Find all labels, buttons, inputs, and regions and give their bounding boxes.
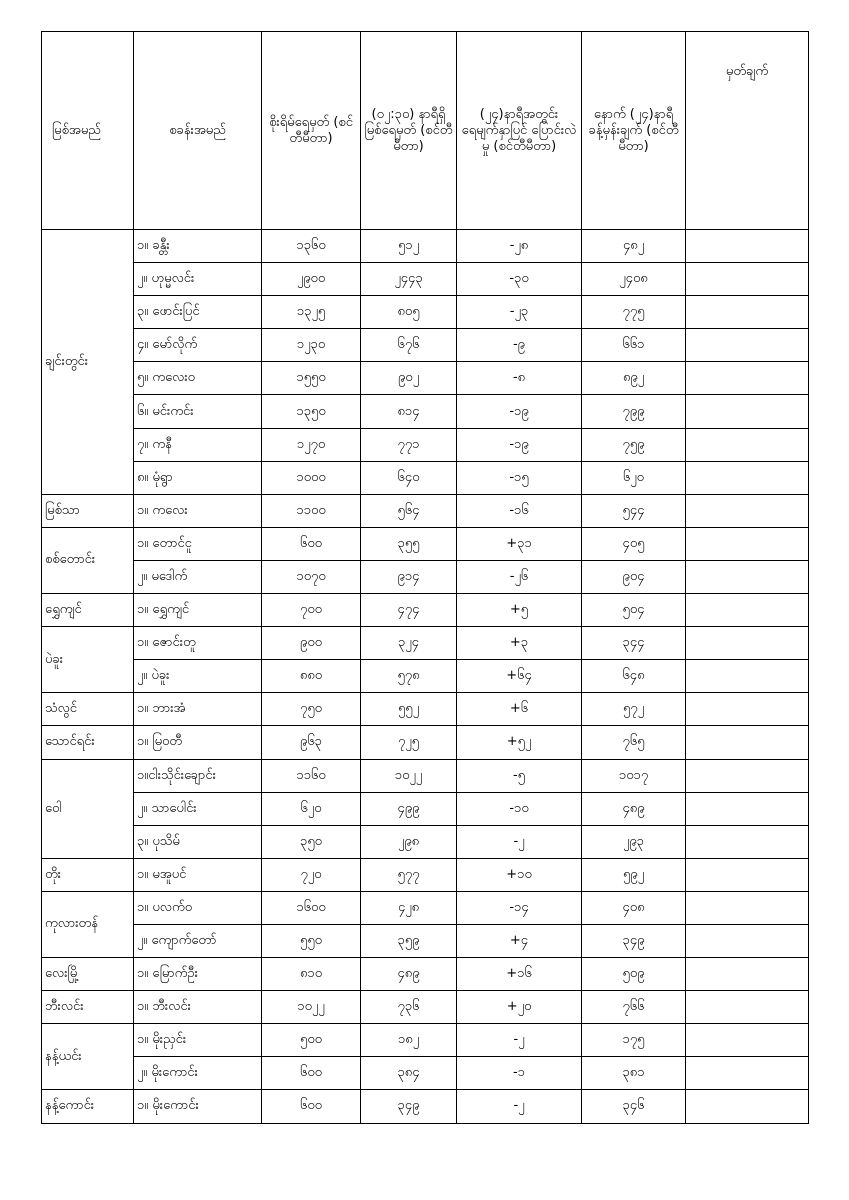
- table-row: [42, 230, 809, 263]
- station-name-cell: ၁။ တောင်ငူ: [134, 527, 262, 560]
- danger-level-cell: ၁၀၂၂: [262, 991, 361, 1024]
- forecast-cell: ၆၆၁: [582, 329, 686, 362]
- change-cell: +၃၁: [457, 527, 582, 560]
- change-cell: -၁၄: [457, 891, 582, 924]
- danger-level-cell: ၁၃၅၀: [262, 395, 361, 428]
- forecast-cell: ၅၄၄: [582, 494, 686, 527]
- water-level-cell: ၆၄၀: [361, 461, 457, 494]
- table-row: [42, 461, 809, 494]
- change-cell: -၂: [457, 825, 582, 858]
- forecast-cell: ၃၄၉: [582, 924, 686, 957]
- remarks-cell: [686, 924, 809, 957]
- table-row: [42, 527, 809, 560]
- danger-level-cell: ၉၀၀: [262, 627, 361, 660]
- forecast-cell: ၄၀၅: [582, 527, 686, 560]
- danger-level-cell: ၉၆၃: [262, 726, 361, 759]
- danger-level-cell: ၈၁၀: [262, 958, 361, 991]
- change-cell: +၆၄: [457, 660, 582, 693]
- station-name-cell: ၃။ ဖောင်းပြင်: [134, 296, 262, 329]
- danger-level-cell: ၆၂၀: [262, 792, 361, 825]
- remarks-cell: [686, 825, 809, 858]
- forecast-cell: ၆၂၀: [582, 461, 686, 494]
- water-level-cell: ၄၇၄: [361, 594, 457, 627]
- change-cell: -၂၆: [457, 560, 582, 593]
- header-danger-level: စိုးရိမ်ရေမှတ် (စင်တီမီတာ): [262, 32, 361, 230]
- station-name-cell: ၂။ မဒေါက်: [134, 560, 262, 593]
- danger-level-cell: ၁၆၀၀: [262, 891, 361, 924]
- danger-level-cell: ၁၃၆၀: [262, 230, 361, 263]
- water-level-cell: ၅၇၈: [361, 660, 457, 693]
- danger-level-cell: ၆၀၀: [262, 527, 361, 560]
- table-header-row: [42, 32, 809, 230]
- table-row: [42, 296, 809, 329]
- change-cell: +၅၂: [457, 726, 582, 759]
- change-cell: -၁၅: [457, 461, 582, 494]
- change-cell: -၁၀: [457, 792, 582, 825]
- remarks-cell: [686, 1024, 809, 1057]
- water-level-cell: ၅၇၇: [361, 858, 457, 891]
- change-cell: -၁၉: [457, 428, 582, 461]
- header-24h-forecast: နောက် (၂၄)နာရီ ခန့်မှန်းချက် (စင်တီမီတာ): [582, 32, 686, 230]
- water-level-cell: ၇၂၅: [361, 726, 457, 759]
- water-level-cell: ၄၉၉: [361, 792, 457, 825]
- change-cell: -၁၆: [457, 494, 582, 527]
- river-name-cell: သံလွင်: [42, 693, 134, 726]
- river-name-cell: ပဲခူး: [42, 627, 134, 693]
- river-level-table: [41, 31, 809, 1124]
- remarks-cell: [686, 693, 809, 726]
- table-row: [42, 627, 809, 660]
- danger-level-cell: ၅၀၀: [262, 1024, 361, 1057]
- remarks-cell: [686, 858, 809, 891]
- table-row: [42, 991, 809, 1024]
- water-level-cell: ၁၈၂: [361, 1024, 457, 1057]
- danger-level-cell: ၁၂၇၀: [262, 428, 361, 461]
- table-row: [42, 362, 809, 395]
- danger-level-cell: ၅၅၀: [262, 924, 361, 957]
- remarks-cell: [686, 792, 809, 825]
- remarks-cell: [686, 362, 809, 395]
- header-24h-change: (၂၄)နာရီအတွင်း ရေမျက်နှာပြင် ပြောင်းလဲမှု (စင်တီမီတာ): [457, 32, 582, 230]
- forecast-cell: ၂၉၃: [582, 825, 686, 858]
- river-name-cell: ဝေါ: [42, 759, 134, 858]
- danger-level-cell: ၁၀၇၀: [262, 560, 361, 593]
- table-row: [42, 594, 809, 627]
- danger-level-cell: ၂၉၀၀: [262, 263, 361, 296]
- remarks-cell: [686, 230, 809, 263]
- change-cell: +၄: [457, 924, 582, 957]
- remarks-cell: [686, 991, 809, 1024]
- river-name-cell: သောင်ရင်း: [42, 726, 134, 759]
- station-name-cell: ၆။ မင်းကင်း: [134, 395, 262, 428]
- change-cell: +၁၀: [457, 858, 582, 891]
- change-cell: +၁၆: [457, 958, 582, 991]
- change-cell: -၂: [457, 1024, 582, 1057]
- danger-level-cell: ၁၁၆၀: [262, 759, 361, 792]
- station-name-cell: ၁။ငါးသိုင်းချောင်း: [134, 759, 262, 792]
- station-name-cell: ၂။ မိုးကောင်း: [134, 1057, 262, 1090]
- remarks-cell: [686, 660, 809, 693]
- danger-level-cell: ၁၀၀၀: [262, 461, 361, 494]
- remarks-cell: [686, 759, 809, 792]
- table-row: [42, 428, 809, 461]
- station-name-cell: ၃။ ပုသိမ်: [134, 825, 262, 858]
- forecast-cell: ၄၈၂: [582, 230, 686, 263]
- change-cell: -၉: [457, 329, 582, 362]
- table-row: [42, 1090, 809, 1123]
- station-name-cell: ၂။ ပဲခူး: [134, 660, 262, 693]
- station-name-cell: ၁။ မိုးညှင်း: [134, 1024, 262, 1057]
- station-name-cell: ၁။ ခန္တီး: [134, 230, 262, 263]
- station-name-cell: ၁။ ဇောင်းတူ: [134, 627, 262, 660]
- river-name-cell: ကုလားတန်: [42, 891, 134, 957]
- water-level-cell: ၇၃၆: [361, 991, 457, 1024]
- header-remarks: မှတ်ချက်: [686, 32, 809, 230]
- remarks-cell: [686, 560, 809, 593]
- water-level-cell: ၆၇၆: [361, 329, 457, 362]
- station-name-cell: ၅။ ကလေးဝ: [134, 362, 262, 395]
- table-row: [42, 924, 809, 957]
- remarks-cell: [686, 1057, 809, 1090]
- water-level-cell: ၇၇၁: [361, 428, 457, 461]
- water-level-cell: ၈၀၅: [361, 296, 457, 329]
- station-name-cell: ၇။ ကနီ: [134, 428, 262, 461]
- table-row: [42, 858, 809, 891]
- table-row: [42, 759, 809, 792]
- station-name-cell: ၈။ မုံရွာ: [134, 461, 262, 494]
- table-row: [42, 792, 809, 825]
- remarks-cell: [686, 494, 809, 527]
- station-name-cell: ၁။ ပလက်ဝ: [134, 891, 262, 924]
- table-row: [42, 395, 809, 428]
- danger-level-cell: ၁၁၀၀: [262, 494, 361, 527]
- remarks-cell: [686, 428, 809, 461]
- danger-level-cell: ၁၃၂၅: [262, 296, 361, 329]
- danger-level-cell: ၁၂၃၀: [262, 329, 361, 362]
- danger-level-cell: ၃၅၀: [262, 825, 361, 858]
- remarks-cell: [686, 958, 809, 991]
- forecast-cell: ၃၄၄: [582, 627, 686, 660]
- river-name-cell: စစ်တောင်း: [42, 527, 134, 593]
- forecast-cell: ၈၉၂: [582, 362, 686, 395]
- water-level-cell: ၄၈၉: [361, 958, 457, 991]
- river-name-cell: မြစ်သာ: [42, 494, 134, 527]
- station-name-cell: ၂။ ဟုမ္မလင်း: [134, 263, 262, 296]
- table-row: [42, 263, 809, 296]
- danger-level-cell: ၈၈၀: [262, 660, 361, 693]
- remarks-cell: [686, 726, 809, 759]
- remarks-cell: [686, 627, 809, 660]
- forecast-cell: ၇၉၉: [582, 395, 686, 428]
- remarks-cell: [686, 329, 809, 362]
- danger-level-cell: ၇၅၀: [262, 693, 361, 726]
- forecast-cell: ၇၅၉: [582, 428, 686, 461]
- river-name-cell: ဘီးလင်း: [42, 991, 134, 1024]
- danger-level-cell: ၁၅၅၀: [262, 362, 361, 395]
- river-name-cell: နန့်ယင်း: [42, 1024, 134, 1090]
- water-level-cell: ၃၂၄: [361, 627, 457, 660]
- table-row: [42, 660, 809, 693]
- change-cell: -၈: [457, 362, 582, 395]
- change-cell: -၂၃: [457, 296, 582, 329]
- river-name-cell: လေးမြို့: [42, 958, 134, 991]
- danger-level-cell: ၆၀၀: [262, 1090, 361, 1123]
- water-level-cell: ၉၁၄: [361, 560, 457, 593]
- station-name-cell: ၁။ ဘားအံ: [134, 693, 262, 726]
- station-name-cell: ၁။ မအူပင်: [134, 858, 262, 891]
- water-level-cell: ၃၅၅: [361, 527, 457, 560]
- water-level-cell: ၅၆၄: [361, 494, 457, 527]
- water-level-cell: ၃၄၉: [361, 1090, 457, 1123]
- water-level-cell: ၂၄၄၃: [361, 263, 457, 296]
- river-name-cell: ရွှေကျင်: [42, 594, 134, 627]
- forecast-cell: ၁၀၁၇: [582, 759, 686, 792]
- forecast-cell: ၅၇၂: [582, 693, 686, 726]
- danger-level-cell: ၇၀၀: [262, 594, 361, 627]
- forecast-cell: ၄၈၉: [582, 792, 686, 825]
- water-level-cell: ၂၉၈: [361, 825, 457, 858]
- water-level-cell: ၉၀၂: [361, 362, 457, 395]
- remarks-cell: [686, 296, 809, 329]
- header-water-level: (၀၂:၃၀) နာရီရှိ မြစ်ရေမှတ် (စင်တီမီတာ): [361, 32, 457, 230]
- water-level-cell: ၁၀၂၂: [361, 759, 457, 792]
- remarks-cell: [686, 263, 809, 296]
- table-row: [42, 891, 809, 924]
- station-name-cell: ၁။ မြဝတီ: [134, 726, 262, 759]
- remarks-cell: [686, 891, 809, 924]
- water-level-cell: ၈၁၄: [361, 395, 457, 428]
- table-row: [42, 1057, 809, 1090]
- danger-level-cell: ၆၀၀: [262, 1057, 361, 1090]
- water-level-cell: ၃၈၄: [361, 1057, 457, 1090]
- station-name-cell: ၁။ မြောက်ဦး: [134, 958, 262, 991]
- forecast-cell: ၁၇၅: [582, 1024, 686, 1057]
- forecast-cell: ၇၆၅: [582, 726, 686, 759]
- station-name-cell: ၂။ ကျောက်တော်: [134, 924, 262, 957]
- station-name-cell: ၁။ ရွှေကျင်: [134, 594, 262, 627]
- table-row: [42, 958, 809, 991]
- table-row: [42, 329, 809, 362]
- station-name-cell: ၂။ သာပေါင်း: [134, 792, 262, 825]
- water-level-cell: ၅၁၂: [361, 230, 457, 263]
- water-level-cell: ၄၂၈: [361, 891, 457, 924]
- forecast-cell: ၇၇၅: [582, 296, 686, 329]
- station-name-cell: ၁။ ကလေး: [134, 494, 262, 527]
- remarks-cell: [686, 461, 809, 494]
- danger-level-cell: ၇၂၀: [262, 858, 361, 891]
- table-body: [42, 230, 809, 1124]
- header-station-name: စခန်းအမည်: [134, 32, 262, 230]
- table-row: [42, 726, 809, 759]
- water-level-cell: ၃၅၉: [361, 924, 457, 957]
- forecast-cell: ၉၀၄: [582, 560, 686, 593]
- station-name-cell: ၄။ မော်လိုက်: [134, 329, 262, 362]
- forecast-cell: ၆၄၈: [582, 660, 686, 693]
- water-level-cell: ၅၅၂: [361, 693, 457, 726]
- table-row: [42, 693, 809, 726]
- change-cell: +၃: [457, 627, 582, 660]
- change-cell: +၆: [457, 693, 582, 726]
- change-cell: -၂၈: [457, 230, 582, 263]
- remarks-cell: [686, 527, 809, 560]
- forecast-cell: ၃၄၆: [582, 1090, 686, 1123]
- change-cell: -၁၉: [457, 395, 582, 428]
- river-name-cell: ချင်းတွင်း: [42, 230, 134, 495]
- forecast-cell: ၇၆၆: [582, 991, 686, 1024]
- table-row: [42, 494, 809, 527]
- change-cell: -၃၀: [457, 263, 582, 296]
- forecast-cell: ၄၀၈: [582, 891, 686, 924]
- forecast-cell: ၅၀၉: [582, 958, 686, 991]
- table-row: [42, 1024, 809, 1057]
- remarks-cell: [686, 1090, 809, 1123]
- change-cell: +၅: [457, 594, 582, 627]
- forecast-cell: ၃၈၁: [582, 1057, 686, 1090]
- forecast-cell: ၂၄၀၈: [582, 263, 686, 296]
- station-name-cell: ၁။ ဘီးလင်း: [134, 991, 262, 1024]
- forecast-cell: ၅၀၄: [582, 594, 686, 627]
- remarks-cell: [686, 395, 809, 428]
- change-cell: -၂: [457, 1090, 582, 1123]
- station-name-cell: ၁။ မိုးကောင်း: [134, 1090, 262, 1123]
- change-cell: +၂၀: [457, 991, 582, 1024]
- river-name-cell: တိုး: [42, 858, 134, 891]
- change-cell: -၅: [457, 759, 582, 792]
- forecast-cell: ၅၉၂: [582, 858, 686, 891]
- table-row: [42, 825, 809, 858]
- change-cell: -၁: [457, 1057, 582, 1090]
- remarks-cell: [686, 594, 809, 627]
- header-river-name: မြစ်အမည်: [42, 32, 134, 230]
- table-row: [42, 560, 809, 593]
- river-name-cell: နန့်ကောင်း: [42, 1090, 134, 1123]
